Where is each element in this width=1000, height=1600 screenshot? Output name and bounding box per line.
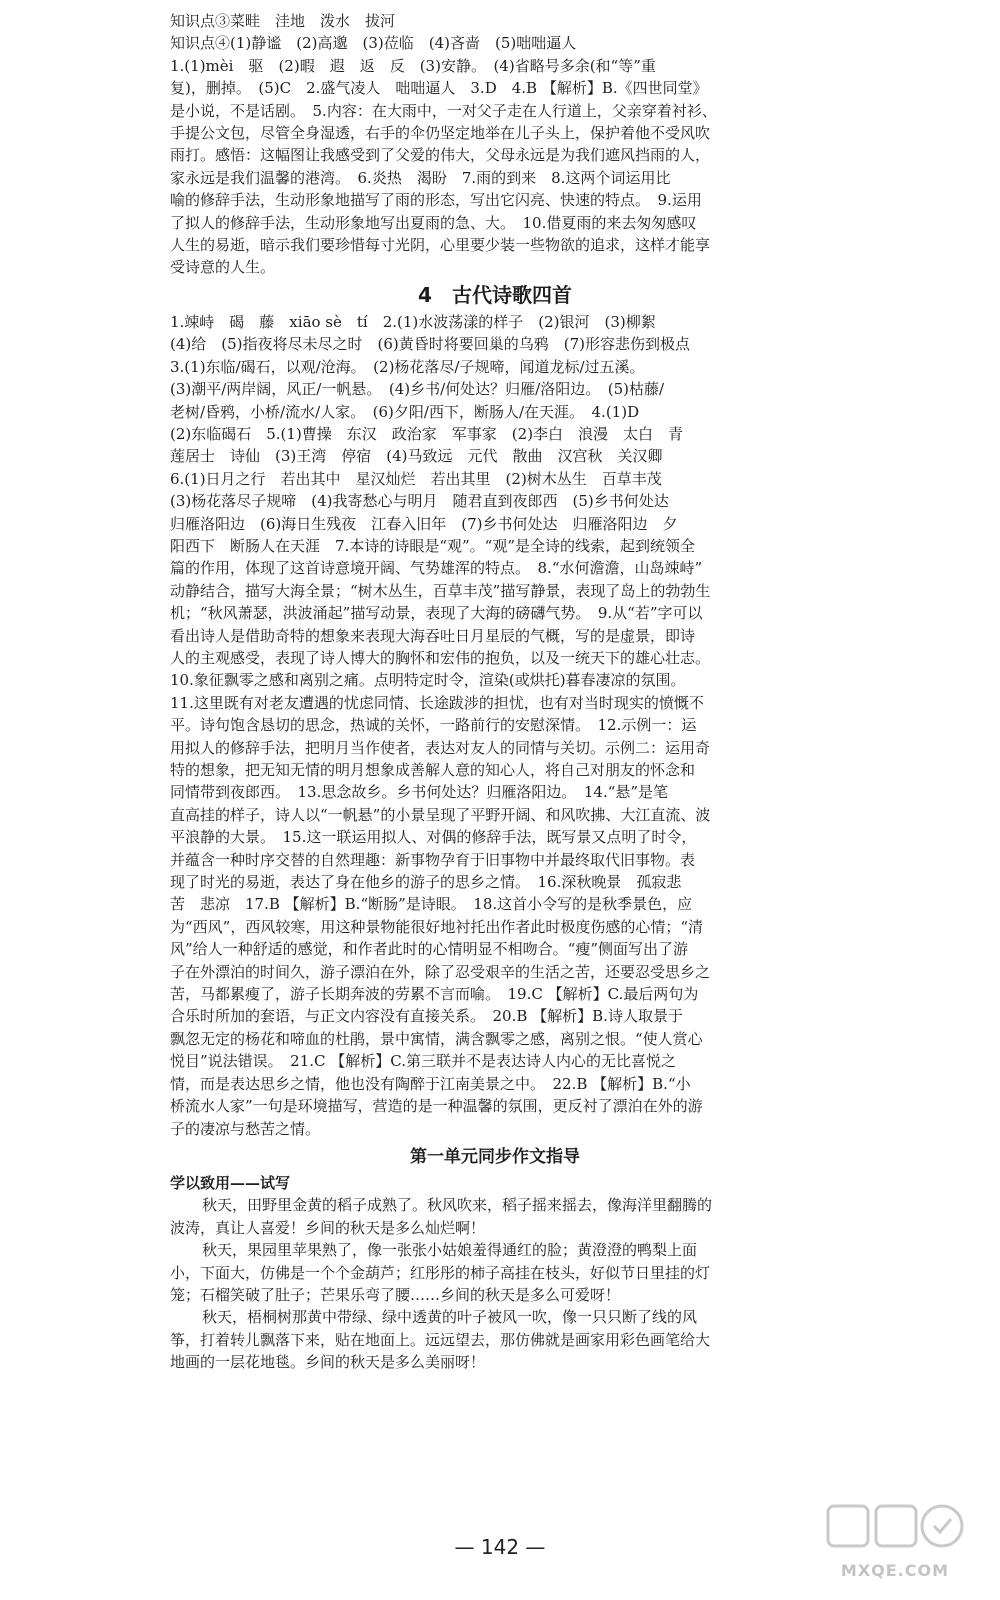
text-line: (3)潮平/两岸阔，风正/一帆悬。 (4)乡书/何处达？归雁/洛阳边。 (5)枯藤/ bbox=[170, 380, 665, 399]
text-line: 10.象征飘零之感和离别之痛。点明特定时令，渲染(或烘托)暮春凄凉的氛围。 bbox=[170, 671, 686, 690]
text-line: 小，下面大，仿佛是一个个金葫芦；红彤彤的柿子高挂在枝头，好似节日里挂的灯 bbox=[170, 1263, 711, 1282]
text-line: 11.这里既有对老友遭遇的忧虑同情、长途跋涉的担忧，也有对当时现实的愤慨不 bbox=[170, 693, 704, 712]
answer-page bbox=[170, 10, 820, 1530]
text-line: 苦，马都累瘦了，游子长期奔波的劳累不言而喻。 19.C 【解析】C.最后两句为 bbox=[170, 985, 699, 1004]
section-title: 4 古代诗歌四首 bbox=[418, 282, 572, 307]
text-line: 同情带到夜郎西。 13.思念故乡。乡书何处达？归雁洛阳边。 14.“悬”是笔 bbox=[170, 783, 669, 802]
text-line: 机；“秋风萧瑟，洪波涌起”描写动景，表现了大海的磅礴气势。 9.从“若”字可以 bbox=[170, 604, 703, 623]
text-line: 现了时光的易逝，表达了身在他乡的游子的思乡之情。 16.深秋晚景 孤寂悲 bbox=[170, 873, 682, 892]
text-line: 直高挂的样子，诗人以“一帆悬”的小景呈现了平野开阔、和风吹拂、大江直流、波 bbox=[170, 805, 711, 824]
text-line: 并蕴含一种时序交替的自然理趣：新事物孕育于旧事物中并最终取代旧事物。表 bbox=[170, 850, 696, 869]
top-answers bbox=[170, 10, 820, 279]
text-line: 归雁洛阳边 (6)海日生残夜 江春入旧年 (7)乡书何处达 归雁洛阳边 夕 bbox=[170, 514, 678, 533]
text-line: 合乐时所加的套语，与正文内容没有直接关系。 20.B 【解析】B.诗人取景于 bbox=[170, 1007, 683, 1026]
text-line: 知识点④(1)静谧 (2)高邈 (3)莅临 (4)吝啬 (5)咄咄逼人 bbox=[170, 34, 577, 53]
text-line: 阳西下 断肠人在天涯 7.本诗的诗眼是“观”。“观”是全诗的线索，起到统领全 bbox=[170, 536, 695, 555]
text-line: 秋天，田野里金黄的稻子成熟了。秋风吹来，稻子摇来摇去，像海洋里翻腾的 bbox=[202, 1196, 713, 1215]
text-line: 飘忽无定的杨花和啼血的杜鹃，景中寓情，满含飘零之感，离别之恨。“使人赏心 bbox=[170, 1029, 703, 1048]
text-line: 悦目”说法错误。 21.C 【解析】C.第三联并不是表达诗人内心的无比喜悦之 bbox=[170, 1052, 676, 1071]
text-line: 知识点③菜畦 洼地 泼水 拔河 bbox=[170, 12, 396, 30]
text-line: 1.(1)mèi 驱 (2)暇 遐 返 反 (3)安静。 (4)省略号多余(和“等”重 bbox=[170, 56, 656, 75]
text-line: 特的想象，把无知无情的明月想象成善解人意的知心人，将自己对朋友的怀念和 bbox=[170, 761, 696, 779]
text-line: 笼；石榴笑破了肚子；芒果乐弯了腰……乡间的秋天是多么可爱呀！ bbox=[170, 1285, 621, 1304]
text-line: 家永远是我们温馨的港湾。 6.炎热 渴盼 7.雨的到来 8.这两个词运用比 bbox=[170, 168, 671, 187]
text-line: 秋天，梧桐树那黄中带绿、绿中透黄的叶子被风一吹，像一只只断了线的风 bbox=[202, 1308, 698, 1327]
text-line: 动静结合，描写大海全景；“树木丛生，百草丰茂”描写静景，表现了岛上的勃勃生 bbox=[170, 581, 711, 600]
text-line: 喻的修辞手法，生动形象地描写了雨的形态，写出它闪亮、快速的特点。 9.运用 bbox=[170, 191, 702, 210]
text-line: 3.(1)东临/碣石，以观/沧海。 (2)杨花落尽/子规啼，闻道龙标/过五溪。 bbox=[170, 357, 645, 376]
text-line: 平。诗句饱含恳切的思念，热诚的关怀，一路前行的安慰深情。 12.示例一：运 bbox=[170, 716, 697, 735]
text-line: 子在外漂泊的时间久，游子漂泊在外，除了忍受艰辛的生活之苦，还要忍受思乡之 bbox=[170, 962, 711, 981]
text-line: 子的凄凉与愁苦之情。 bbox=[170, 1119, 321, 1138]
page-number: — 142 — bbox=[454, 1535, 546, 1559]
text-line: 风”给人一种舒适的感觉，和作者此时的心情明显不相吻合。“瘦”侧面写出了游 bbox=[170, 940, 689, 959]
text-line: 用拟人的修辞手法，把明月当作使者，表达对友人的同情与关切。示例二：运用奇 bbox=[170, 738, 711, 757]
text-line: 筝，打着转儿飘落下来，贴在地面上。远远望去，那仿佛就是画家用彩色画笔给大 bbox=[170, 1330, 711, 1349]
text-line: 老树/昏鸦，小桥/流水/人家。 (6)夕阳/西下，断肠人/在天涯。 4.(1)D bbox=[170, 402, 640, 421]
text-line: 1.竦峙 碣 藤 xiāo sè tí 2.(1)水波荡漾的样子 (2)银河 (3)柳絮 bbox=[170, 312, 656, 331]
text-line: 波涛，真让人喜爱！乡间的秋天是多么灿烂啊！ bbox=[170, 1218, 486, 1237]
text-line: 桥流水人家”一句是环境描写，营造的是一种温馨的氛围，更反衬了漂泊在外的游 bbox=[170, 1097, 703, 1116]
text-line: 苦 悲凉 17.B 【解析】B.“断肠”是诗眼。 18.这首小令写的是秋季景色，应 bbox=[170, 895, 693, 914]
watermark bbox=[820, 1500, 970, 1580]
text-line: 人生的易逝，暗示我们要珍惜每寸光阴，心里要少装一些物欲的追求，这样才能享 bbox=[170, 236, 711, 255]
writing-subtitle: 学以致用——试写 bbox=[170, 1173, 291, 1192]
text-line: 手提公文包，尽管全身湿透，右手的伞仍坚定地举在儿子头上，保护着他不受风吹 bbox=[170, 124, 711, 143]
text-line: 秋天，果园里苹果熟了，像一张张小姑娘羞得通红的脸；黄澄澄的鸭梨上面 bbox=[202, 1241, 698, 1260]
text-line: 6.(1)日月之行 若出其中 星汉灿烂 若出其里 (2)树木丛生 百草丰茂 bbox=[170, 469, 662, 488]
text-line: (2)东临碣石 5.(1)曹操 东汉 政治家 军事家 (2)李白 浪漫 太白 青 bbox=[170, 424, 684, 443]
text-line: 情，而是表达思乡之情，他也没有陶醉于江南美景之中。 22.B 【解析】B.“小 bbox=[170, 1074, 691, 1093]
writing-title: 第一单元同步作文指导 bbox=[410, 1146, 580, 1167]
text-line: 雨打。感悟：这幅图让我感受到了父爱的伟大，父母永远是为我们遮风挡雨的人， bbox=[170, 146, 711, 165]
watermark-logo-icon bbox=[820, 1500, 970, 1560]
text-line: 为“西风”，西风较寒，用这种景物能很好地衬托出作者此时极度伤感的心情；“清 bbox=[170, 917, 704, 936]
watermark-text: MXQE.COM bbox=[840, 1561, 950, 1580]
text-line: 受诗意的人生。 bbox=[170, 258, 276, 277]
text-line: (4)给 (5)指夜将尽未尽之时 (6)黄昏时将要回巢的乌鸦 (7)形容悲伤到极点 bbox=[170, 335, 690, 354]
text-line: 人的主观感受，表现了诗人博大的胸怀和宏伟的抱负，以及一统天下的雄心壮志。 bbox=[170, 648, 711, 667]
text-line: 平浪静的大景。 15.这一联运用拟人、对偶的修辞手法，既写景又点明了时令， bbox=[170, 828, 697, 847]
text-line: (3)杨花落尽子规啼 (4)我寄愁心与明月 随君直到夜郎西 (5)乡书何处达 bbox=[170, 492, 669, 511]
text-line: 复)，删掉。 (5)C 2.盛气凌人 咄咄逼人 3.D 4.B 【解析】B.《四世同堂》 bbox=[170, 79, 708, 98]
text-line: 莲居士 诗仙 (3)王湾 停宿 (4)马致远 元代 散曲 汉宫秋 关汉卿 bbox=[170, 447, 663, 466]
text-line: 篇的作用，体现了这首诗意境开阔、气势雄浑的特点。 8.“水何澹澹，山岛竦峙” bbox=[170, 559, 703, 578]
text-line: 地画的一层花地毯。乡间的秋天是多么美丽呀！ bbox=[170, 1353, 486, 1372]
text-line: 看出诗人是借助奇特的想象来表现大海吞吐日月星辰的气概，写的是虚景，即诗 bbox=[170, 626, 696, 645]
text-line: 是小说，不是话剧。 5.内容：在大雨中，一对父子走在人行道上，父亲穿着衬衫、 bbox=[170, 101, 717, 120]
poem-answers bbox=[170, 311, 820, 1140]
text-line: 了拟人的修辞手法，生动形象地写出夏雨的急、大。 10.借夏雨的来去匆匆感叹 bbox=[170, 213, 697, 232]
writing-sample bbox=[170, 1194, 820, 1373]
